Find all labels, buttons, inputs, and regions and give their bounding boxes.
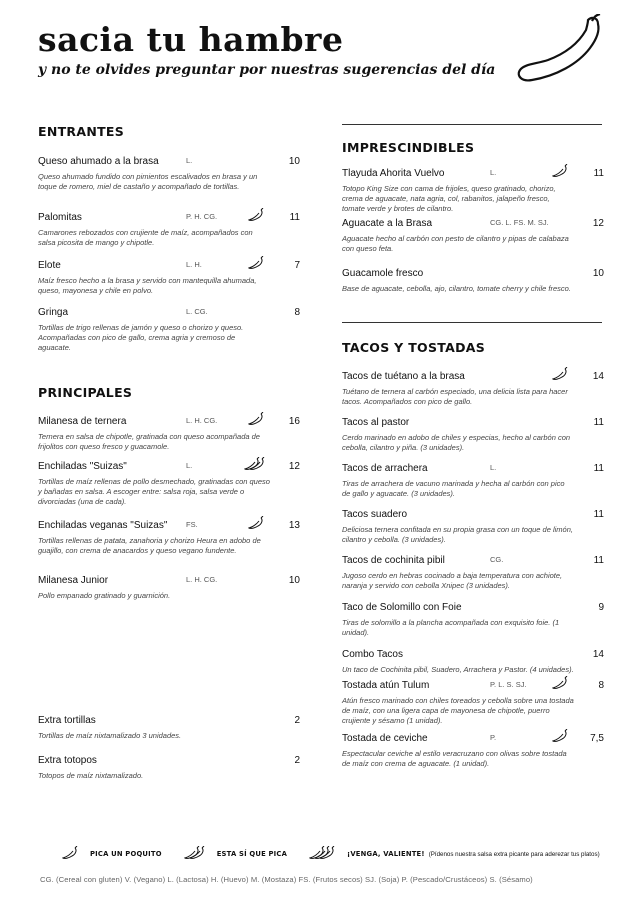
menu-item-allergens: L. [490, 168, 497, 177]
menu-item-description: Tortillas rellenas de patata, zanahoria y chorizo Heura en adobo de guajillo, con crema de anacardos y queso vegano fundente. [38, 536, 261, 556]
menu-item-price: 2 [294, 754, 300, 766]
menu-item-allergens: L. [186, 461, 193, 470]
menu-item-header [342, 368, 604, 384]
menu-item [38, 304, 300, 354]
chili-icon [552, 164, 568, 178]
menu-item-description: Pollo empanado gratinado y guarnición. [38, 591, 171, 600]
legend-note: (Pídenos nuestra salsa extra picante para aderezar tus platos) [428, 850, 600, 858]
menu-item-price: 7 [294, 259, 300, 271]
menu-item-header [38, 458, 300, 474]
section-title-entrantes: ENTRANTES [38, 124, 125, 139]
menu-item-allergens: L. [186, 156, 193, 165]
menu-item-description: Totopos de maíz nixtamalizado. [38, 771, 144, 780]
chili-icon [552, 729, 568, 743]
menu-item-allergens: CG. [490, 555, 504, 564]
menu-item-header [342, 414, 604, 430]
menu-item [38, 517, 300, 556]
legend-hot [309, 846, 600, 862]
divider [342, 322, 602, 323]
menu-item-name: Extra totopos [38, 754, 97, 766]
menu-item-description: Espectacular ceviche al estilo veracruzano con olivas sobre tostada de maíz con crema de aguacate. (1 unidad). [342, 749, 567, 769]
menu-item-description: Tiras de arrachera de vacuno marinada y hecha al carbón con pico de gallo y aguacate. (3 unidades). [342, 479, 565, 499]
menu-item [342, 506, 604, 545]
menu-item-header [342, 677, 604, 693]
menu-item-name: Tlayuda Ahorita Vuelvo [342, 167, 445, 179]
menu-item-allergens: FS. [186, 520, 198, 529]
menu-item [342, 460, 604, 499]
menu-item-description: Tortillas de trigo rellenas de jamón y queso o chorizo y queso. Acompañadas con pico de gallo, crema agria y cremoso de aguacate. [38, 323, 244, 353]
menu-item-allergens: L. H. [186, 260, 202, 269]
allergens-key: CG. (Cereal con gluten) V. (Vegano) L. (Lactosa) H. (Huevo) M. (Mostaza) FS. (Frutos secos) SJ. (Soja) P. (Pescado/Crustáceos) S. (Sésamo) [40, 875, 533, 884]
menu-item-description: Tiras de solomillo a la plancha acompañada con exquisito foie. (1 unidad). [342, 618, 560, 638]
menu-item-name: Aguacate a la Brasa [342, 217, 433, 229]
menu-item-name: Enchiladas "Suizas" [38, 460, 127, 472]
menu-item-allergens: P. L. S. SJ. [490, 680, 527, 689]
menu-item-name: Tostada atún Tulum [342, 679, 430, 691]
menu-item [342, 165, 604, 215]
menu-item-price: 14 [592, 648, 604, 660]
chili-icon [552, 676, 568, 690]
menu-item-description: Tuétano de ternera al carbón especiado, una delicia lista para hacer tacos. Acompañados con pico de gallo. [342, 387, 568, 407]
divider [342, 124, 602, 125]
menu-item-name: Combo Tacos [342, 648, 403, 660]
chili-pepper-icon [512, 14, 606, 90]
legend-medium-label: ESTA SÍ QUE PICA [216, 850, 288, 858]
menu-item-header [342, 265, 604, 281]
menu-item-header [342, 506, 604, 522]
menu-item [342, 646, 604, 675]
menu-item-price: 13 [288, 519, 300, 531]
menu-item-name: Taco de Solomillo con Foie [342, 601, 462, 613]
menu-item-allergens: L. H. CG. [186, 416, 218, 425]
menu-item-price: 16 [288, 415, 300, 427]
menu-item-header [38, 712, 300, 728]
menu-item [342, 730, 604, 769]
menu-item-header [38, 413, 300, 429]
menu-item-price: 11 [593, 462, 604, 474]
menu-item-name: Milanesa de ternera [38, 415, 127, 427]
menu-item [38, 458, 300, 508]
menu-item-price: 7,5 [590, 732, 604, 744]
menu-item [38, 572, 300, 601]
legend-hot-label: ¡VENGA, VALIENTE! [347, 850, 425, 858]
menu-item-name: Palomitas [38, 211, 82, 223]
menu-item-name: Tacos al pastor [342, 416, 410, 428]
menu-item-description: Queso ahumado fundido con pimientos escalivados en brasa y un toque de romero, miel de castaño y acompañado de tortillas. [38, 172, 258, 192]
menu-item-allergens: L. CG. [186, 307, 208, 316]
menu-item-header [342, 460, 604, 476]
menu-item-name: Tacos de cochinita pibil [342, 554, 445, 566]
menu-item-description: Deliciosa ternera confitada en su propia grasa con un toque de limón, cilantro y cebolla. (3 unidades). [342, 525, 573, 545]
legend-mild [62, 846, 162, 862]
menu-item [342, 677, 604, 727]
menu-item-header [38, 153, 300, 169]
menu-item-header [38, 304, 300, 320]
menu-item-header [38, 572, 300, 588]
menu-item-price: 8 [294, 306, 300, 318]
menu-item-header [342, 165, 604, 181]
menu-item-description: Un taco de Cochinita pibil, Suadero, Arrachera y Pastor. (4 unidades). [342, 665, 574, 674]
menu-item-allergens: P. [490, 733, 497, 742]
menu-item-header [342, 215, 604, 231]
menu-item-header [342, 646, 604, 662]
menu-item-price: 11 [593, 416, 604, 428]
menu-item-description: Atún fresco marinado con chiles toreados y cebolla sobre una tostada de maíz, con una ligera capa de mayonesa de chipotle, puerro crujiente y sésamo (1 unidad). [342, 696, 574, 726]
menu-item-description: Tortillas de maíz nixtamalizado 3 unidades. [38, 731, 182, 740]
menu-item-header [342, 599, 604, 615]
menu-item-price: 11 [289, 211, 300, 223]
menu-item-price: 8 [598, 679, 604, 691]
menu-item [38, 752, 300, 781]
menu-item-allergens: L. H. CG. [186, 575, 218, 584]
menu-item-header [38, 752, 300, 768]
menu-item-price: 9 [598, 601, 604, 613]
menu-item [342, 599, 604, 638]
menu-item-price: 11 [593, 508, 604, 520]
menu-item [342, 215, 604, 254]
menu-item-price: 14 [592, 370, 604, 382]
chili-icon [248, 516, 264, 530]
legend-medium [184, 846, 287, 862]
menu-item-name: Elote [38, 259, 61, 271]
chili-icon [62, 846, 90, 862]
chili-icon [309, 846, 347, 862]
menu-item-description: Tortillas de maíz rellenas de pollo desmechado, gratinadas con queso y bañadas en salsa. A escoger entre: salsa roja, salsa verde o divorciadas (una de cada). [38, 477, 270, 507]
menu-item-description: Cerdo marinado en adobo de chiles y especias, hecho al carbón con cebolla, cilantro y piña. (3 unidades). [342, 433, 571, 453]
legend-mild-label: PICA UN POQUITO [90, 850, 162, 858]
menu-item [38, 153, 300, 192]
menu-item-name: Enchiladas veganas "Suizas" [38, 519, 168, 531]
menu-item-description: Jugoso cerdo en hebras cocinado a baja temperatura con achiote, naranja y servido con cebolla Xnipec (3 unidades). [342, 571, 563, 591]
menu-item [342, 368, 604, 407]
menu-item-name: Guacamole fresco [342, 267, 424, 279]
menu-item-name: Tacos de tuétano a la brasa [342, 370, 465, 382]
chili-icon [552, 367, 568, 381]
menu-item [342, 265, 604, 294]
menu-item-price: 10 [288, 574, 300, 586]
menu-item-allergens: CG. L. FS. M. SJ. [490, 218, 549, 227]
menu-item-price: 10 [592, 267, 604, 279]
menu-item-header [342, 552, 604, 568]
menu-item-name: Gringa [38, 306, 69, 318]
section-title-principales: PRINCIPALES [38, 385, 133, 400]
menu-item [38, 413, 300, 452]
menu-item-header [38, 517, 300, 533]
menu-item-description: Totopo King Size con cama de frijoles, queso gratinado, chorizo, crema de aguacate, nata agria, col, rabanitos, jalapeño fresco, tomate verde y brotes de cilantro. [342, 184, 556, 214]
menu-item-price: 10 [288, 155, 300, 167]
chili-icon [244, 457, 265, 471]
menu-item-description: Camarones rebozados con crujiente de maíz, acompañados con salsa picosita de mango y chipotle. [38, 228, 253, 248]
chili-icon [248, 208, 264, 222]
menu-item-header [342, 730, 604, 746]
menu-item-name: Milanesa Junior [38, 574, 109, 586]
menu-item-price: 2 [294, 714, 300, 726]
menu-item-description: Maíz fresco hecho a la brasa y servido con mantequilla ahumada, queso, mayonesa y chile en polvo. [38, 276, 257, 296]
menu-item-allergens: P. H. CG. [186, 212, 218, 221]
page-title: sacia tu hambre [38, 20, 344, 59]
menu-item-header [38, 209, 300, 225]
menu-item-description: Base de aguacate, cebolla, ajo, cilantro, tomate cherry y chile fresco. [342, 284, 571, 293]
menu-item-name: Extra tortillas [38, 714, 96, 726]
menu-item-price: 12 [592, 217, 604, 229]
section-title-imprescindibles: IMPRESCINDIBLES [342, 140, 475, 155]
menu-item-price: 12 [288, 460, 300, 472]
menu-item-header [38, 257, 300, 273]
spice-legend [62, 846, 622, 862]
chili-icon [248, 412, 264, 426]
menu-item-name: Tacos de arrachera [342, 462, 428, 474]
menu-item [342, 552, 604, 591]
page-subtitle: y no te olvides preguntar por nuestras sugerencias del día [38, 62, 496, 78]
menu-item-price: 11 [593, 167, 604, 179]
menu-item-name: Queso ahumado a la brasa [38, 155, 159, 167]
menu-item-price: 11 [593, 554, 604, 566]
menu-item [38, 257, 300, 296]
chili-icon [184, 846, 217, 862]
menu-item-description: Ternera en salsa de chipotle, gratinada con queso acompañada de frijolitos con queso fresco y guacamole. [38, 432, 260, 452]
menu-item-name: Tacos suadero [342, 508, 408, 520]
chili-icon [248, 256, 264, 270]
left-column [38, 120, 300, 800]
menu-item-name: Tostada de ceviche [342, 732, 428, 744]
menu-item-allergens: L. [490, 463, 497, 472]
menu-item [38, 209, 300, 248]
menu-item [38, 712, 300, 741]
menu-item-description: Aguacate hecho al carbón con pesto de cilantro y pipas de calabaza con queso feta. [342, 234, 569, 254]
right-column [342, 120, 604, 800]
section-title-tacos: TACOS Y TOSTADAS [342, 340, 486, 355]
menu-item [342, 414, 604, 453]
